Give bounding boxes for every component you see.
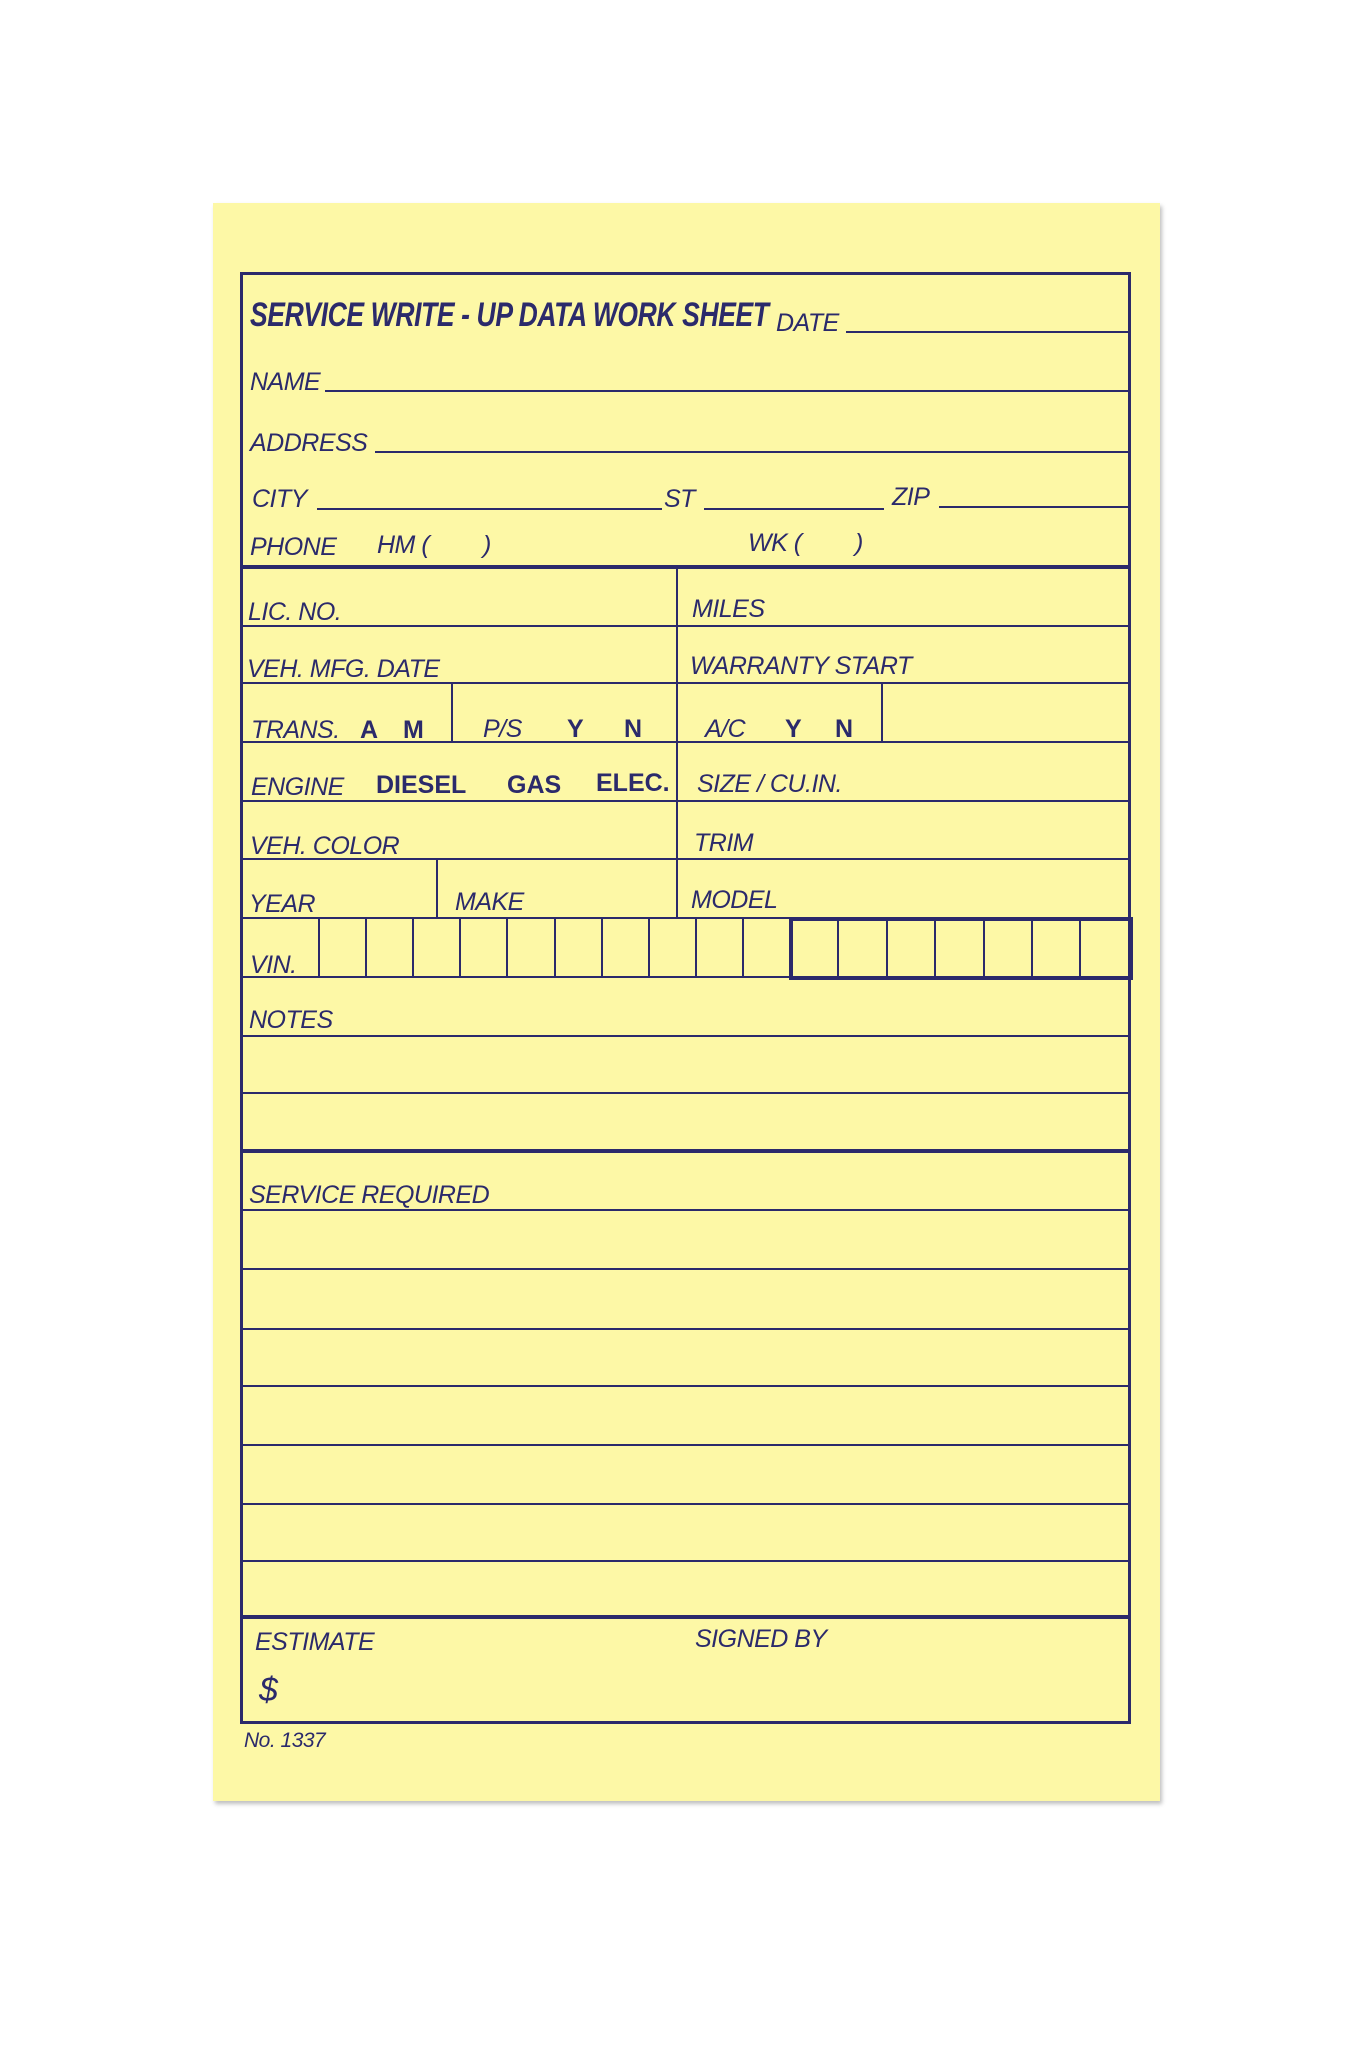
notes-label: NOTES (249, 1006, 333, 1034)
work-phone-label: WK ( (748, 529, 802, 557)
vin-cell-divider (318, 917, 320, 976)
service-required-label: SERVICE REQUIRED (249, 1181, 490, 1209)
size-label: SIZE / CU.IN. (697, 770, 842, 798)
city-label: CITY (252, 485, 307, 513)
trans-label: TRANS. (251, 716, 340, 744)
vin-cell-divider (742, 917, 744, 976)
row-line (240, 625, 1128, 627)
phone-label: PHONE (250, 533, 337, 561)
row-line (240, 800, 1128, 802)
vin-cell-divider (554, 917, 556, 976)
service-line[interactable] (240, 1560, 1128, 1562)
service-line[interactable] (240, 1503, 1128, 1505)
notes-line[interactable] (240, 1035, 1128, 1037)
name-field[interactable] (325, 390, 1128, 392)
year-make-divider (436, 858, 438, 917)
section-divider (240, 565, 1128, 569)
name-label: NAME (250, 368, 321, 396)
st-label: ST (664, 485, 695, 513)
ac-label: A/C (705, 715, 746, 743)
service-line[interactable] (240, 1385, 1128, 1387)
work-phone-close: ) (855, 529, 863, 557)
signed-by-label: SIGNED BY (695, 1625, 827, 1653)
city-field[interactable] (317, 508, 662, 510)
vin-cell-divider (695, 917, 697, 976)
engine-option-diesel[interactable]: DIESEL (376, 771, 467, 799)
st-field[interactable] (704, 508, 884, 510)
ps-option-y[interactable]: Y (567, 715, 584, 743)
trans-option-a[interactable]: A (360, 716, 379, 744)
ac-divider (881, 682, 883, 741)
model-label: MODEL (691, 886, 778, 914)
service-line[interactable] (240, 1268, 1128, 1270)
form-title: SERVICE WRITE - UP DATA WORK SHEET (250, 296, 769, 334)
date-label: DATE (776, 309, 839, 337)
ps-label: P/S (483, 715, 522, 743)
notes-line[interactable] (240, 1092, 1128, 1094)
zip-label: ZIP (892, 483, 930, 511)
address-label: ADDRESS (250, 429, 368, 457)
section-divider (240, 1615, 1128, 1619)
lic-no-label: LIC. NO. (248, 598, 342, 626)
home-phone-close: ) (483, 531, 491, 559)
mfg-date-label: VEH. MFG. DATE (247, 655, 440, 683)
make-label: MAKE (455, 888, 524, 916)
miles-label: MILES (692, 595, 765, 623)
warranty-start-label: WARRANTY START (690, 652, 912, 680)
vin-label: VIN. (250, 951, 297, 979)
form-number: No. 1337 (244, 1729, 326, 1752)
service-line[interactable] (240, 1209, 1128, 1211)
vin-cell-divider (506, 917, 508, 976)
dollar-sign: $ (259, 1671, 278, 1709)
trans-ps-divider (451, 682, 453, 741)
vin-check-box (789, 917, 1133, 980)
ac-option-n[interactable]: N (835, 715, 854, 743)
vin-cell-divider (459, 917, 461, 976)
section-divider (240, 1149, 1128, 1153)
vin-cell-divider (601, 917, 603, 976)
service-line[interactable] (240, 1444, 1128, 1446)
estimate-label: ESTIMATE (255, 1628, 375, 1656)
address-field[interactable] (375, 451, 1128, 453)
ps-option-n[interactable]: N (624, 715, 643, 743)
date-field[interactable] (846, 331, 1128, 333)
zip-field[interactable] (939, 506, 1128, 508)
vin-cell-divider (648, 917, 650, 976)
trans-option-m[interactable]: M (403, 716, 424, 744)
veh-color-label: VEH. COLOR (250, 832, 400, 860)
vin-cell-divider (412, 917, 414, 976)
engine-option-elec[interactable]: ELEC. (596, 769, 670, 797)
vin-cell-divider (365, 917, 367, 976)
ac-option-y[interactable]: Y (785, 715, 802, 743)
trim-label: TRIM (694, 829, 754, 857)
engine-option-gas[interactable]: GAS (507, 771, 562, 799)
engine-label: ENGINE (251, 773, 344, 801)
service-line[interactable] (240, 1328, 1128, 1330)
year-label: YEAR (249, 890, 316, 918)
home-phone-label: HM ( (377, 531, 430, 559)
